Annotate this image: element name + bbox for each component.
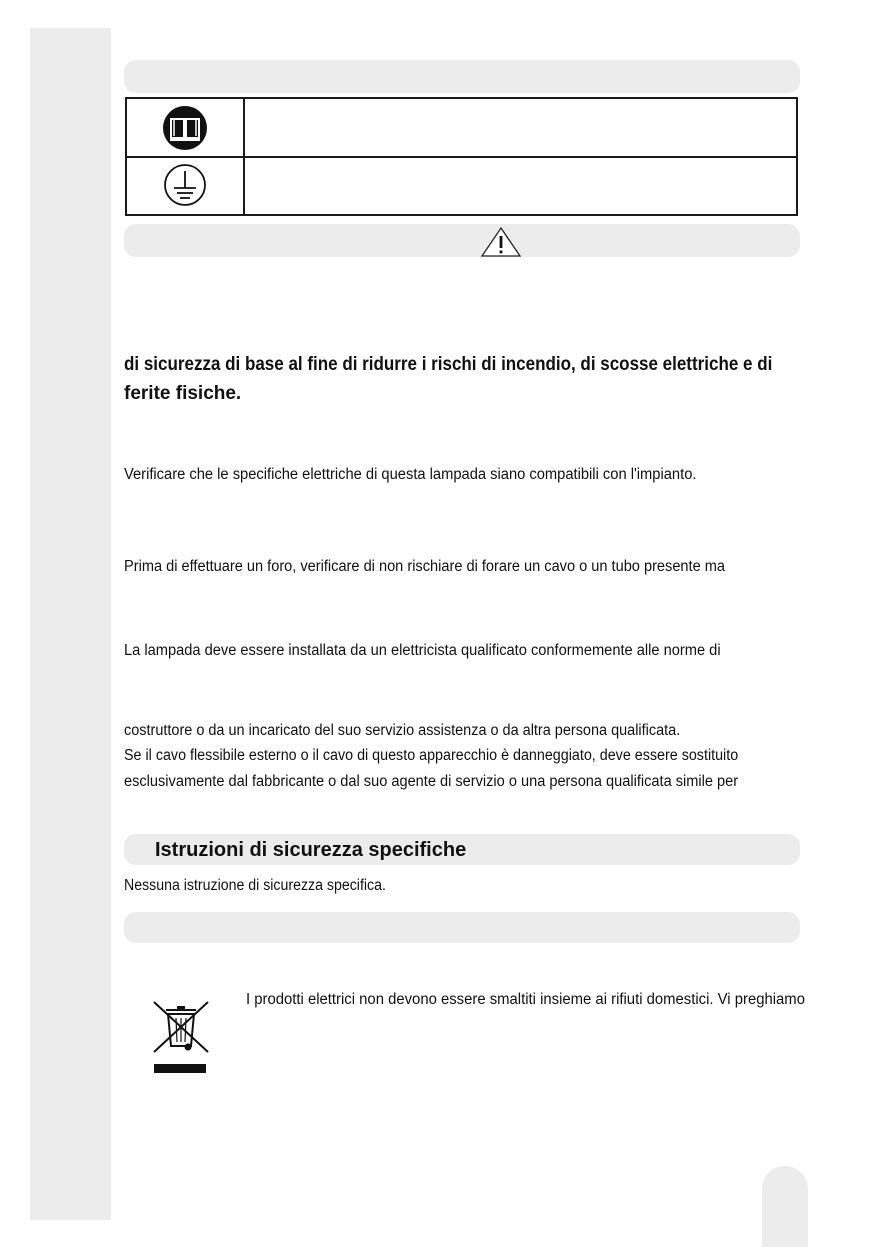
paragraph-electrical-specs: Verificare che le specifiche elettriche di questa lampada siano compatibili con l'impianto.	[124, 466, 697, 483]
crossed-out-wheelie-bin-icon	[150, 1000, 212, 1076]
paragraph-drilling: Prima di effettuare un foro, verificare di non rischiare di forare un cavo o un tubo presente ma	[124, 558, 726, 575]
symbols-table	[125, 97, 798, 216]
symbol-row-earth	[127, 156, 796, 214]
symbol-icon-cell	[127, 156, 245, 214]
disposal-header-bar	[124, 912, 800, 943]
symbol-icon-cell	[127, 99, 245, 156]
warning-triangle-icon	[480, 226, 522, 258]
disposal-text: I prodotti elettrici non devono essere smaltiti insieme ai rifiuti domestici. Vi preghiamo	[246, 991, 805, 1008]
symbol-row-manual	[127, 99, 796, 158]
protective-earth-icon	[162, 162, 208, 208]
specific-section-body: Nessuna istruzione di sicurezza specifica.	[124, 877, 386, 894]
side-tab	[30, 233, 99, 281]
safety-intro-line2: ferite fisiche.	[124, 383, 242, 404]
page-number-tab	[762, 1166, 808, 1247]
read-manual-icon	[162, 105, 208, 151]
specific-section-title: Istruzioni di sicurezza specifiche	[155, 839, 467, 861]
paragraph-cable-damaged: Se il cavo flessibile esterno o il cavo di questo apparecchio è danneggiato, deve essere sostituito	[124, 747, 739, 764]
paragraph-cable-replace: esclusivamente dal fabbricante o dal suo agente di servizio o una persona qualificata simile per	[124, 773, 739, 790]
safety-intro-line1: di sicurezza di base al fine di ridurre i rischi di incendio, di scosse elettriche e di	[124, 354, 773, 375]
side-strip	[30, 28, 111, 1220]
paragraph-installation: La lampada deve essere installata da un elettricista qualificato conformemente alle norme di	[124, 642, 721, 659]
paragraph-manufacturer: costruttore o da un incaricato del suo servizio assistenza o da altra persona qualificata.	[124, 722, 681, 739]
warning-header-bar	[124, 224, 800, 257]
symbols-header-bar	[124, 60, 800, 93]
